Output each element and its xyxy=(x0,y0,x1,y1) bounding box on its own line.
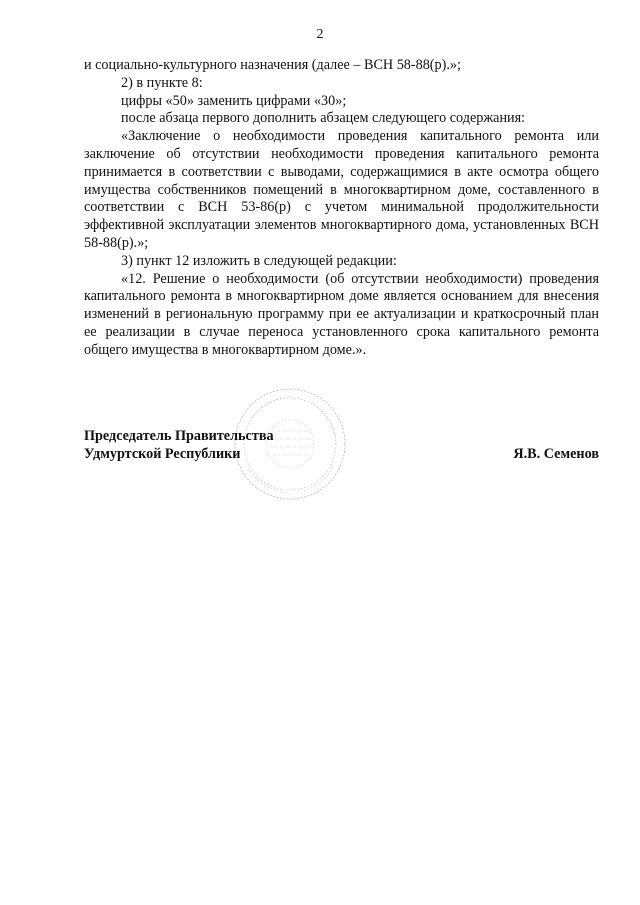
page-number: 2 xyxy=(316,27,324,42)
signatory-title-line2: Удмуртской Республики xyxy=(84,445,241,462)
signature-block xyxy=(84,428,599,464)
paragraph: 3) пункт 12 изложить в следующей редакции: xyxy=(121,252,397,269)
paragraph: после абзаца первого дополнить абзацем следующего содержания: xyxy=(121,110,526,127)
paragraph: цифры «50» заменить цифрами «30»; xyxy=(121,92,347,109)
paragraph: и социально-культурного назначения (далее – ВСН 58-88(р).»; xyxy=(84,57,461,73)
signatory-name: Я.В. Семенов xyxy=(513,445,599,462)
paragraph: «Заключение о необходимости проведения капитального ремонта или заключение об отсутствии необходимости проведения капитального ремонта принимается в соответствии с выводами, содержащимися в акте осмотра общего имущества собственников помещений в многоквартирном доме, составленного в соответствии с ВСН 53-86(р) с учетом минимальной продолжительности эффективной эксплуатации элементов многоквартирного дома, установленных ВСН 58-88(р).»; xyxy=(84,128,599,251)
signatory-title-line1: Председатель Правительства xyxy=(84,428,274,444)
document-body xyxy=(84,57,599,360)
paragraph: «12. Решение о необходимости (об отсутствии необходимости) проведения капитального ремонта в многоквартирном доме является основанием для внесения изменений в региональную программу при ее актуализации и краткосрочный план ее реализации в случае переноса установленного срока капитального ремонта общего имущества в многоквартирном доме.». xyxy=(84,270,599,358)
paragraph: 2) в пункте 8: xyxy=(121,74,203,91)
